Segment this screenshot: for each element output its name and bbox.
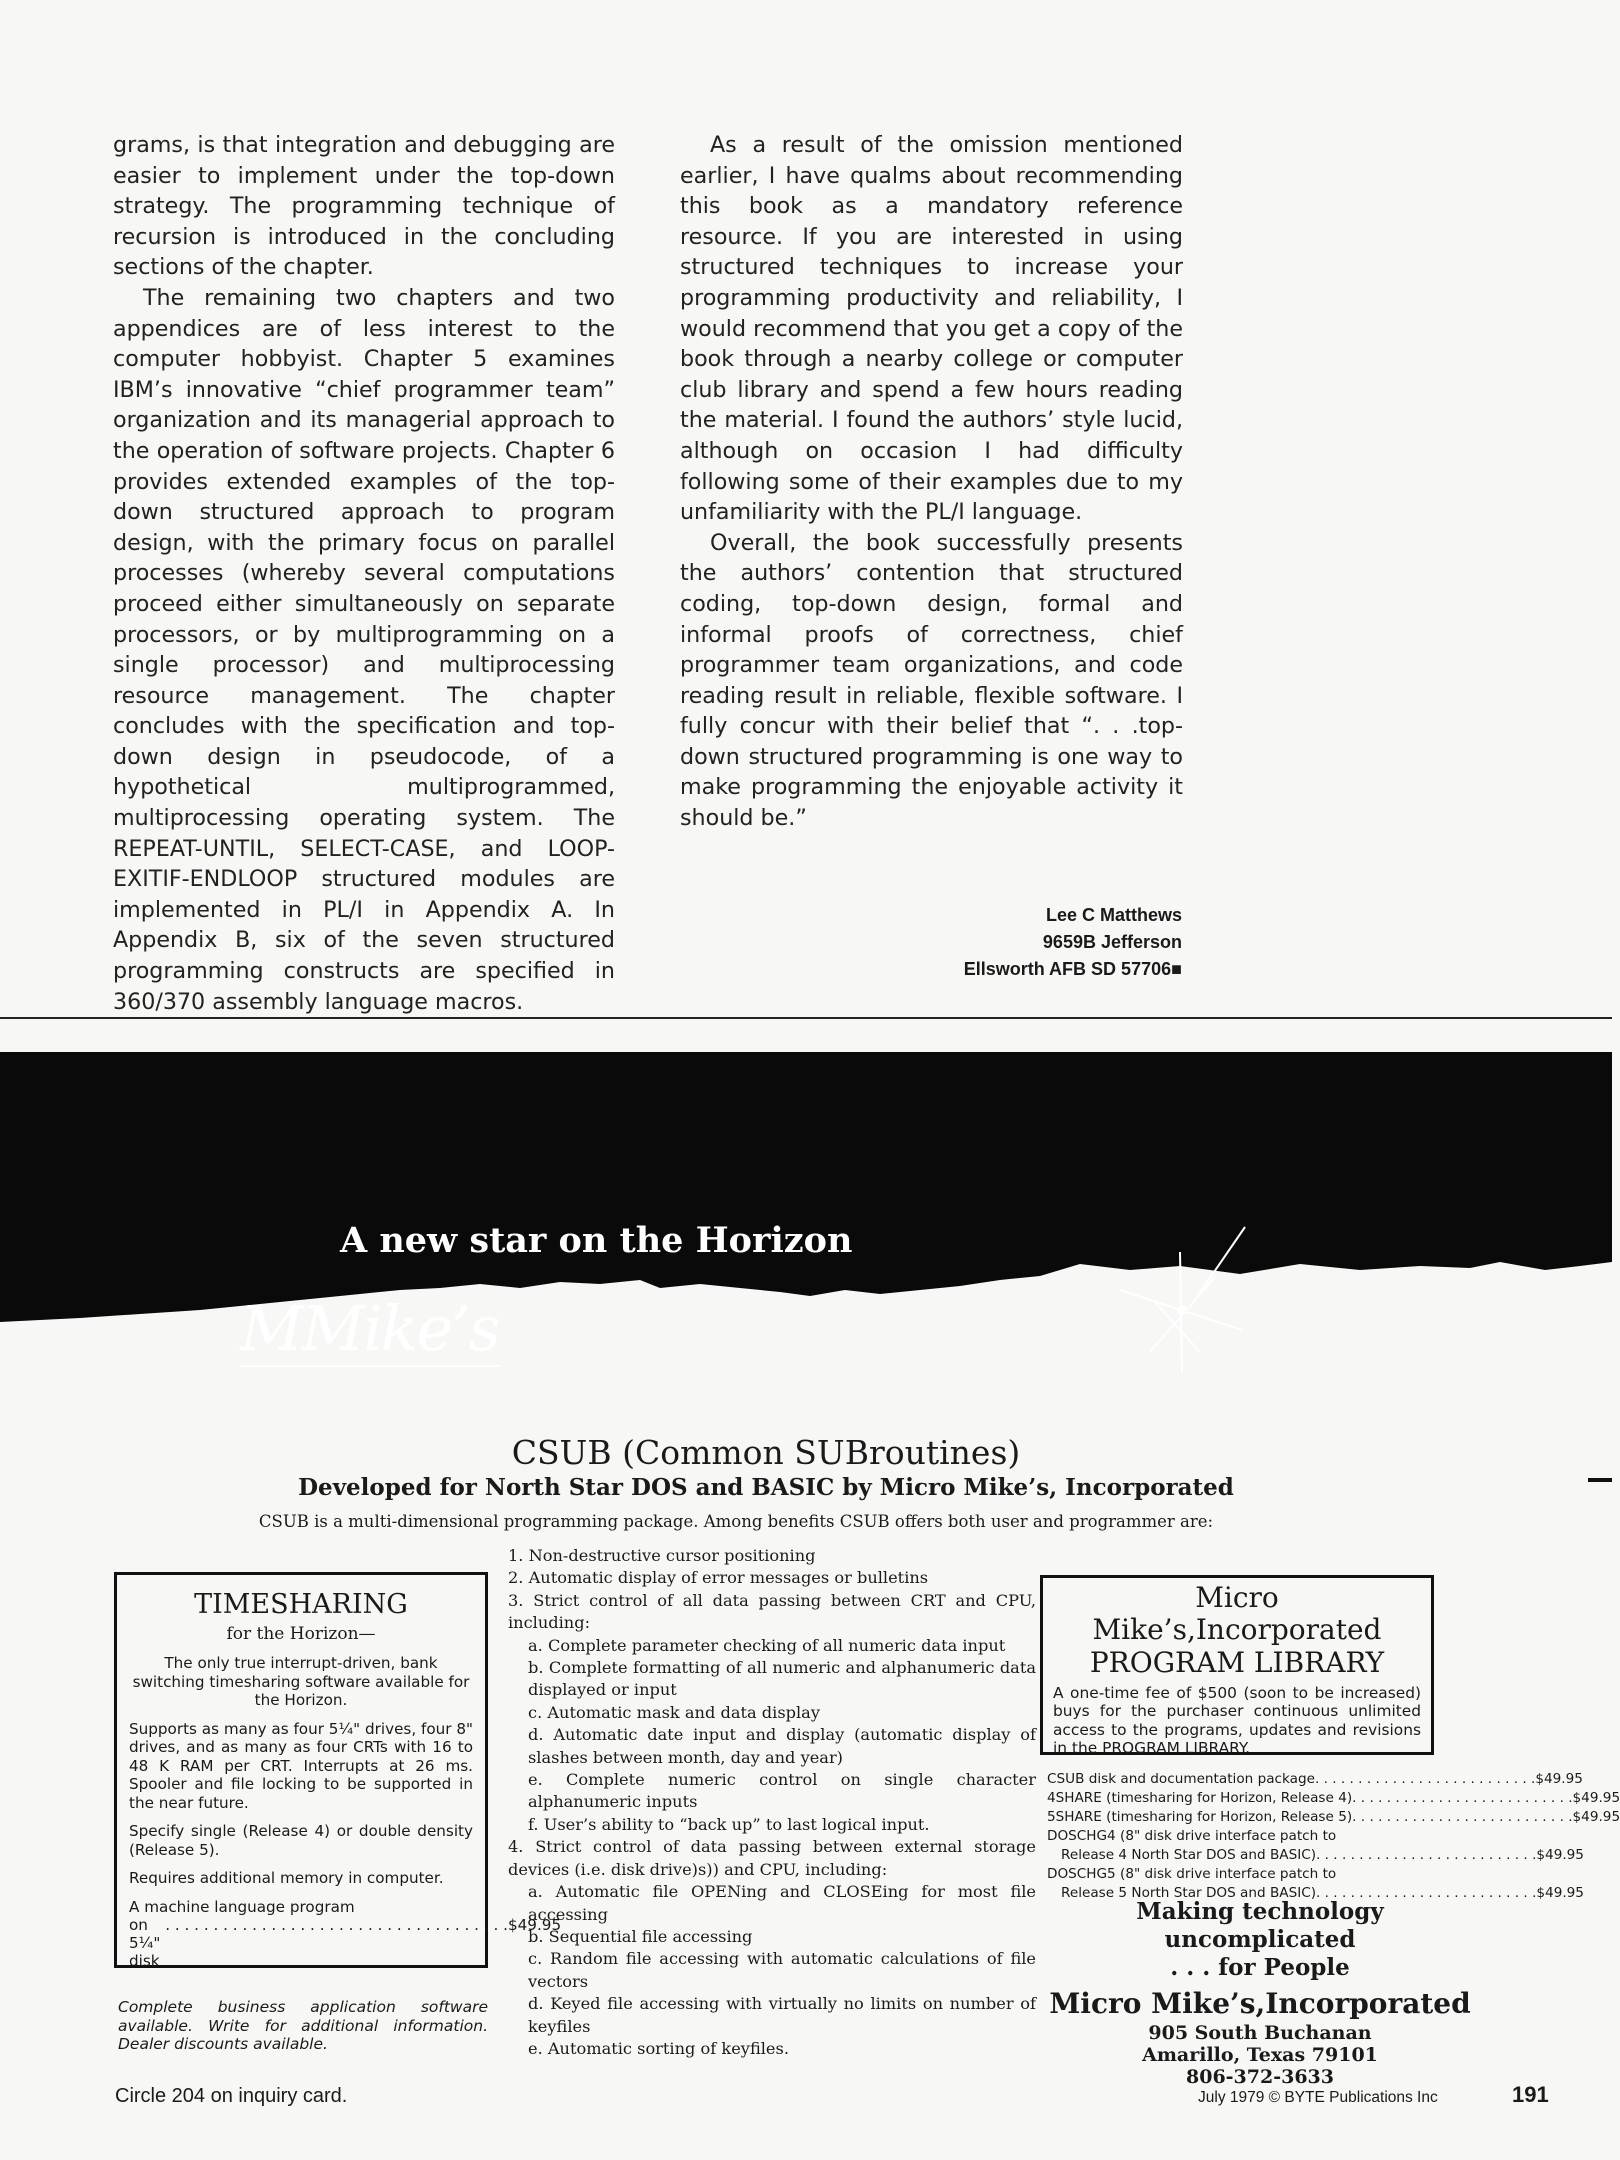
address-street: 905 South Buchanan xyxy=(1148,2022,1372,2044)
feature-item: c. Random file accessing with automatic calculations of file vectors xyxy=(528,1949,1036,1991)
page-number: 191 xyxy=(1512,2082,1549,2107)
feature-item: 2. Automatic display of error messages or bulletins xyxy=(508,1568,929,1588)
article-left-column xyxy=(113,130,615,1017)
article-paragraph: As a result of the omission mentioned earlier, I have qualms about recommending this book as a mandatory reference resource. If you are interested in using structured techniques to increase your programming productivity and reliability, I would recommend that you get a copy of the book through a nearby college or computer club library and spend a few hours reading the material. I found the authors’ style lucid, although on occasion I had difficulty following some of their examples due to my unfamiliarity with the PL/I language. xyxy=(680,132,1183,526)
feature-item: 1. Non-destructive cursor positioning xyxy=(508,1546,816,1565)
business-software-note: Complete business application software available. Write for additional information. Dealer discounts available. xyxy=(118,1998,488,2053)
feature-item: c. Automatic mask and data display xyxy=(528,1702,820,1722)
dot-leader: . . . . . . . . . . . . . . . . . . . . . . . . . . xyxy=(1352,1809,1573,1825)
price-description: Release 5 North Star DOS and BASIC) xyxy=(1061,1885,1317,1901)
section-divider xyxy=(0,1017,1612,1019)
feature-item: e. Complete numeric control on single character alphanumeric inputs xyxy=(528,1770,1036,1812)
feature-item: f. User’s ability to “back up” to last logical input. xyxy=(528,1814,930,1834)
ad-subtitle: Developed for North Star DOS and BASIC by Micro Mike’s, Incorporated xyxy=(298,1474,1234,1501)
article-paragraph: Overall, the book successfully presents the authors’ contention that structured coding, top-down design, formal and informal proofs of correctness, chief programmer team organizations, and code reading result in reliable, flexible software. I fully concur with their belief that “. . .top-down structured programming is one way to make programming the enjoyable activity it should be.” xyxy=(680,529,1183,832)
tagline-sub: . . . for People xyxy=(1170,1954,1350,1981)
address-phone: 806-372-3633 xyxy=(1186,2066,1334,2088)
library-text: A one-time fee of $500 (soon to be increased) buys for the purchaser continuous unlimited access to the programs, updates and revisions in the PROGRAM LIBRARY. xyxy=(1053,1684,1421,1758)
address-city: Amarillo, Texas 79101 xyxy=(1142,2044,1378,2066)
feature-item: 3. Strict control of all data passing between CRT and CPU, including: xyxy=(508,1590,1036,1633)
feature-item: a. Complete parameter checking of all numeric data input xyxy=(528,1635,1006,1655)
price-value: $49.95 xyxy=(1536,1885,1584,1901)
company-name: Micro Mike’s,Incorporated xyxy=(1049,1987,1471,2020)
feature-list xyxy=(508,1545,1036,2060)
contact-block xyxy=(1040,1898,1480,2088)
price-value: $49.95 xyxy=(1535,1771,1583,1787)
timesharing-price: $49.95 xyxy=(507,1916,562,1934)
timesharing-text: Specify single (Release 4) or double density (Release 5). xyxy=(129,1822,473,1859)
ad-title: CSUB (Common SUBroutines) xyxy=(511,1433,1021,1472)
price-row xyxy=(1047,1827,1477,1846)
tagline: Making technology uncomplicated xyxy=(1136,1898,1384,1953)
price-description: DOSCHG5 (8" disk drive interface patch to xyxy=(1047,1866,1337,1882)
author-signature xyxy=(964,902,1182,983)
timesharing-program-line: A machine language program xyxy=(129,1897,355,1916)
price-description: 4SHARE (timesharing for Horizon, Release 4) xyxy=(1047,1790,1353,1806)
dot-leader: . . . . . . . . . . . . . . . . . . . . . . . . . . xyxy=(1316,1885,1537,1901)
price-description: CSUB disk and documentation package xyxy=(1047,1771,1315,1787)
inquiry-note: Circle 204 on inquiry card. xyxy=(115,2085,348,2107)
author-street: 9659B Jefferson xyxy=(1042,932,1182,952)
library-company-name: Micro Mike’s,Incorporated xyxy=(1092,1581,1382,1646)
feature-item: d. Automatic date input and display (automatic display of slashes between month, day and year) xyxy=(528,1725,1036,1767)
timesharing-heading: TIMESHARING xyxy=(194,1589,408,1620)
timesharing-text: Supports as many as four 5¼" drives, four 8" drives, and as many as four CRTs with 16 to 48 K RAM per CRT. Interrupts at 26 ms. Spooler and file locking to be supported in the near future. xyxy=(129,1719,473,1812)
dot-leader: . . . . . . . . . . . . . . . . . . . . . . . . . . xyxy=(1314,1771,1536,1787)
price-row xyxy=(1047,1770,1583,1789)
feature-item: e. Automatic sorting of keyfiles. xyxy=(528,2038,789,2058)
price-value: $49.95 xyxy=(1536,1847,1584,1863)
library-title: PROGRAM LIBRARY xyxy=(1089,1646,1385,1679)
price-description: 5SHARE (timesharing for Horizon, Release 5) xyxy=(1047,1809,1353,1825)
feature-item: d. Keyed file accessing with virtually no limits on number of keyfiles xyxy=(528,1994,1036,2036)
price-row xyxy=(1047,1846,1584,1865)
program-library-box xyxy=(1040,1575,1434,1758)
author-name: Lee C Matthews xyxy=(1045,905,1182,925)
timesharing-price-line xyxy=(129,1916,562,1970)
price-row xyxy=(1047,1865,1477,1884)
feature-item: b. Sequential file accessing xyxy=(528,1926,753,1946)
article-paragraph: The remaining two chapters and two appendices are of less interest to the computer hobbyist. Chapter 5 examines IBM’s innovative “chief programmer team” organization and its managerial approach to the operation of software projects. Chapter 6 provides extended examples of the top-down structured approach to program design, with the primary focus on parallel processes (whereby several computations proceed either simultaneously on separate processors, or by multiprogramming on a single processor) and multiprocessing resource management. The chapter concludes with the specification and top-down design in pseudocode, of a hypothetical multiprogrammed, multiprocessing operating system. The REPEAT-UNTIL, SELECT-CASE, and LOOP-EXITIF-ENDLOOP structured modules are implemented in PL/I in Appendix A. In Appendix B, six of the seven structured programming constructs are specified in 360/370 assembly language macros. xyxy=(113,284,615,1015)
price-value: $49.95 xyxy=(1572,1790,1620,1806)
price-list xyxy=(1047,1770,1620,1903)
brand-logo xyxy=(240,1292,499,1365)
publication-info: July 1979 © BYTE Publications Inc xyxy=(1198,2089,1438,2106)
article-right-column xyxy=(680,130,1183,834)
price-row xyxy=(1047,1808,1620,1827)
price-description: Release 4 North Star DOS and BASIC) xyxy=(1061,1847,1317,1863)
dot-leader: . . . . . . . . . . . . . . . . . . . . . . . . . . . . . . . . . . . . xyxy=(160,1916,508,1934)
star-center-icon xyxy=(1177,1305,1187,1315)
price-row xyxy=(1047,1789,1620,1808)
edge-mark xyxy=(1588,1478,1612,1482)
timesharing-subheading: for the Horizon— xyxy=(226,1624,376,1644)
brand-logo-text: MMike’s xyxy=(240,1292,499,1365)
banner-black-shape xyxy=(0,1052,1612,1322)
ad-headline: A new star on the Horizon xyxy=(340,1220,853,1261)
article-paragraph: grams, is that integration and debugging are easier to implement under the top-down strategy. The programming technique of recursion is introduced in the concluding sections of the chapter. xyxy=(113,132,615,281)
feature-item: 4. Strict control of data passing between external storage devices (i.e. disk drive)s)) and CPU, including: xyxy=(508,1837,1036,1879)
timesharing-text: The only true interrupt-driven, bank switching timesharing software available for the Horizon. xyxy=(132,1654,470,1709)
price-description: DOSCHG4 (8" disk drive interface patch to xyxy=(1047,1828,1337,1844)
timesharing-text: Requires additional memory in computer. xyxy=(129,1869,444,1887)
price-value: $49.95 xyxy=(1572,1809,1620,1825)
author-city: Ellsworth AFB SD 57706■ xyxy=(963,959,1182,979)
feature-item: a. Automatic file OPENing and CLOSEing for most file accessing xyxy=(528,1882,1036,1924)
feature-item: b. Complete formatting of all numeric and alphanumeric data displayed or input xyxy=(528,1658,1036,1700)
dot-leader: . . . . . . . . . . . . . . . . . . . . . . . . . . xyxy=(1316,1847,1537,1863)
timesharing-price-desc: on 5¼" disk xyxy=(129,1916,161,1970)
dot-leader: . . . . . . . . . . . . . . . . . . . . . . . . . . xyxy=(1352,1790,1573,1806)
ad-intro: CSUB is a multi-dimensional programming package. Among benefits CSUB offers both user and programmer are: xyxy=(258,1512,1214,1531)
timesharing-box xyxy=(114,1572,562,1970)
